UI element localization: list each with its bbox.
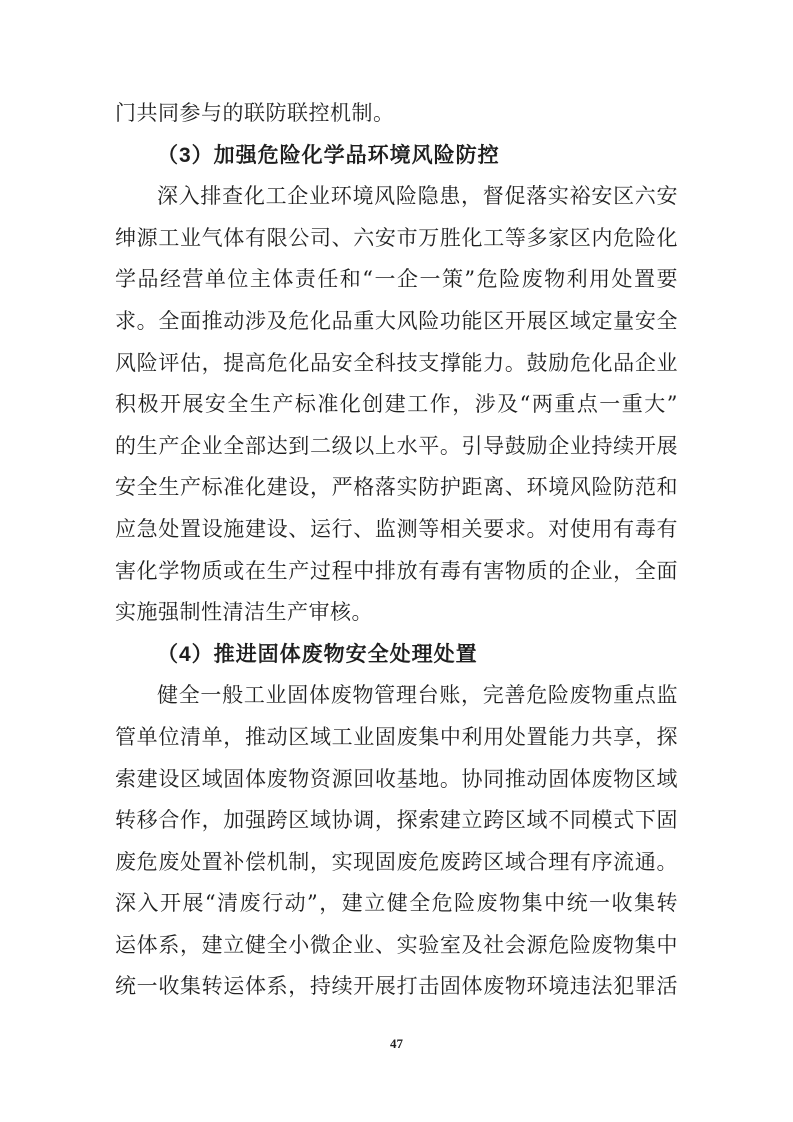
text-line: 积极开展安全生产标准化创建工作，涉及“两重点一重大” xyxy=(115,392,678,417)
text-line: 学品经营单位主体责任和“一企一策”危险废物利用处置要 xyxy=(115,267,678,292)
text-line: 求。全面推动涉及危化品重大风险功能区开展区域定量安全 xyxy=(115,308,678,333)
text-block xyxy=(115,93,678,1008)
text-line: 绅源工业气体有限公司、六安市万胜化工等多家区内危险化 xyxy=(115,225,678,250)
text-line: 门共同参与的联防联控机制。 xyxy=(115,101,395,125)
text-line: 索建设区域固体废物资源回收基地。协同推动固体废物区域 xyxy=(115,766,678,791)
text-line: 深入排查化工企业环境风险隐患，督促落实裕安区六安 xyxy=(157,184,678,209)
text-line: 深入开展“清废行动”，建立健全危险废物集中统一收集转 xyxy=(115,891,678,916)
text-line: 统一收集转运体系，持续开展打击固体废物环境违法犯罪活 xyxy=(115,974,678,999)
text-line: 的生产企业全部达到二级以上水平。引导鼓励企业持续开展 xyxy=(115,433,678,458)
text-line: 管单位清单，推动区域工业固废集中利用处置能力共享，探 xyxy=(115,724,678,749)
text-line: 运体系，建立健全小微企业、实验室及社会源危险废物集中 xyxy=(115,932,678,957)
text-line: 转移合作，加强跨区域协调，探索建立跨区域不同模式下固 xyxy=(115,808,678,833)
section-heading: （4）推进固体废物安全处理处置 xyxy=(157,642,478,666)
text-line: 害化学物质或在生产过程中排放有毒有害物质的企业，全面 xyxy=(115,558,678,583)
text-line: 应急处置设施建设、运行、监测等相关要求。对使用有毒有 xyxy=(115,516,678,541)
section-heading: （3）加强危险化学品环境风险防控 xyxy=(157,143,500,167)
text-line: 实施强制性清洁生产审核。 xyxy=(115,600,373,625)
text-line: 安全生产标准化建设，严格落实防护距离、环境风险防范和 xyxy=(115,475,678,500)
page-number: 47 xyxy=(390,1036,403,1051)
text-line: 健全一般工业固体废物管理台账，完善危险废物重点监 xyxy=(157,683,678,708)
text-line: 风险评估，提高危化品安全科技支撑能力。鼓励危化品企业 xyxy=(115,350,678,375)
text-line: 废危废处置补偿机制，实现固废危废跨区域合理有序流通。 xyxy=(115,849,678,874)
